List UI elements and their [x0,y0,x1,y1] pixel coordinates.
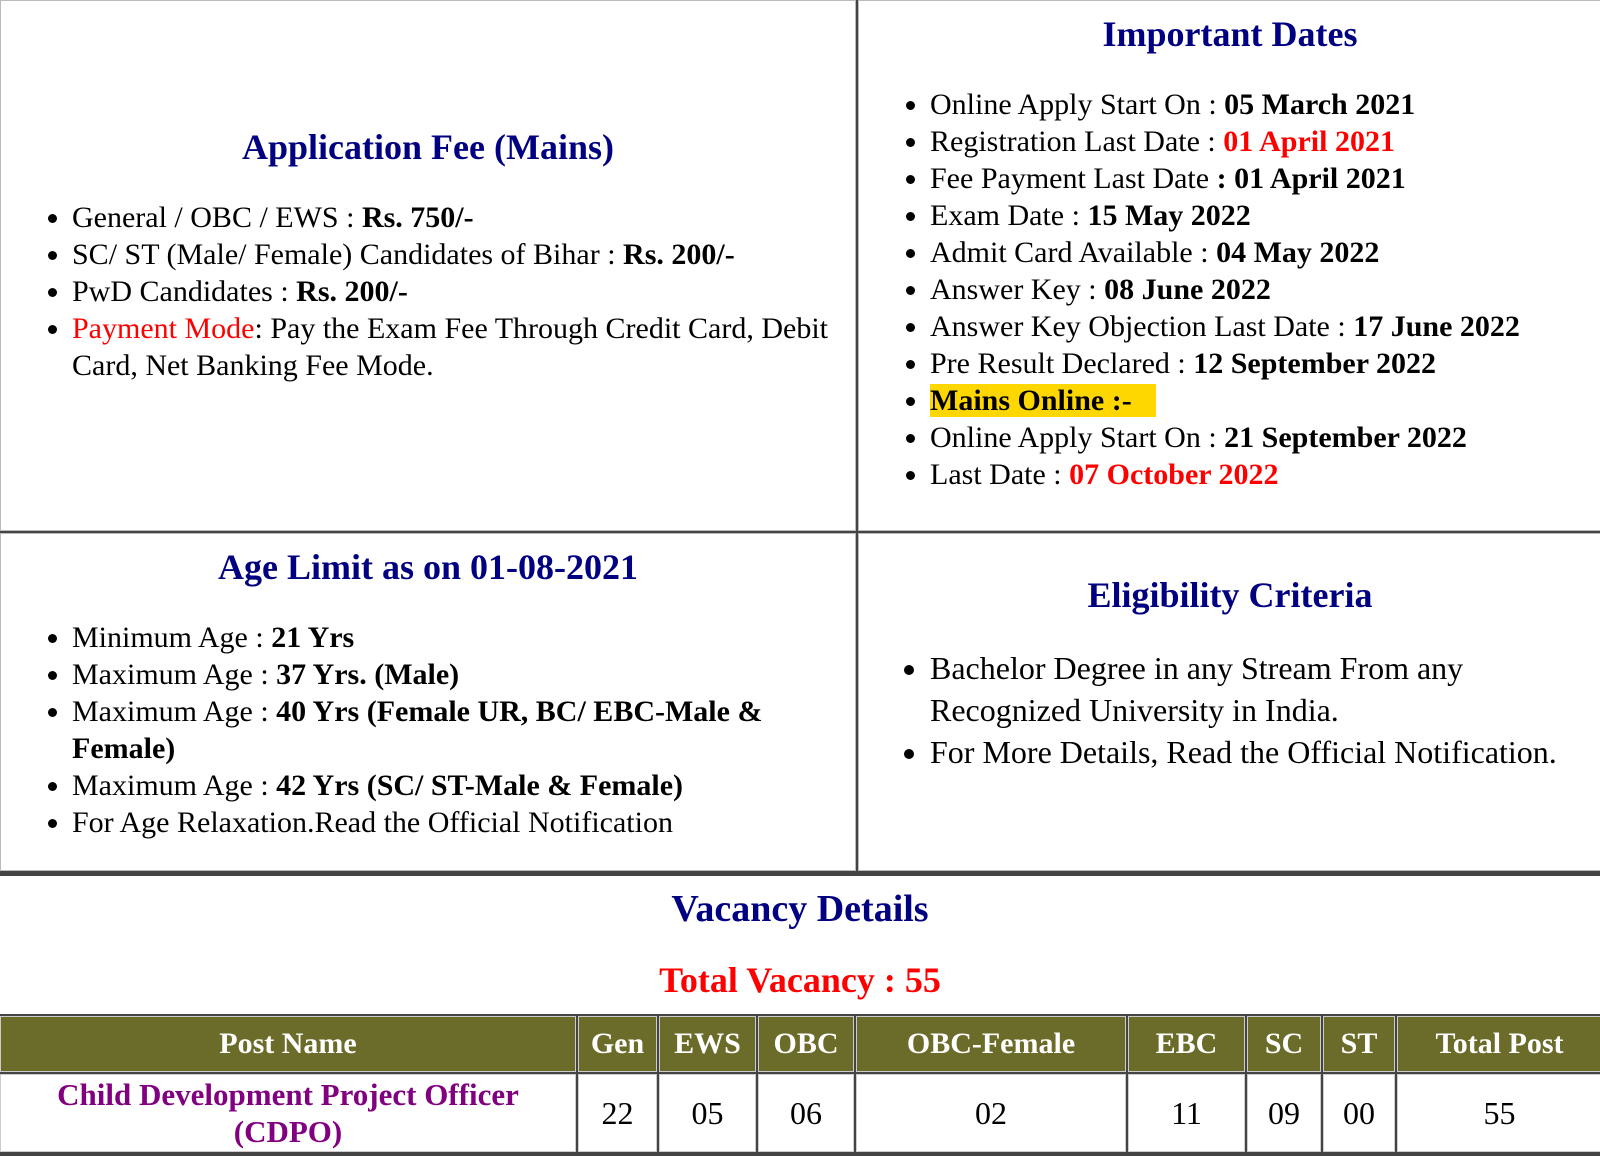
eligibility-item: • Bachelor Degree in any Stream From any Recognized University in India. [930,647,1600,731]
age-item: • Maximum Age : 40 Yrs (Female UR, BC/ EBC-Male & Female) [72,693,856,767]
date-item: • Admit Card Available : 04 May 2022 [930,234,1600,271]
fee-item: • General / OBC / EWS : Rs. 750/- [72,199,856,236]
header-gen: Gen [577,1015,658,1073]
date-item: • Pre Result Declared : 12 September 2022 [930,345,1600,382]
gen-cell: 22 [577,1073,658,1153]
date-item: • Online Apply Start On : 05 March 2021 [930,86,1600,123]
sc-cell: 09 [1246,1073,1322,1153]
eligibility-item: • For More Details, Read the Official Notification. [930,731,1600,773]
age-item: • Maximum Age : 37 Yrs. (Male) [72,656,856,693]
eligibility-list [858,647,1600,773]
important-dates-title: Important Dates [1102,14,1358,54]
st-cell: 00 [1322,1073,1396,1153]
date-item: • Answer Key : 08 June 2022 [930,271,1600,308]
age-limit-list [0,619,856,841]
header-obc: OBC [757,1015,855,1073]
header-ebc: EBC [1127,1015,1246,1073]
obc-female-cell: 02 [855,1073,1127,1153]
date-item: • Registration Last Date : 01 April 2021 [930,123,1600,160]
age-relaxation-note: • For Age Relaxation.Read the Official Notification [72,804,856,841]
eligibility-title: Eligibility Criteria [1087,575,1373,615]
header-obc-female: OBC-Female [855,1015,1127,1073]
fee-item: • SC/ ST (Male/ Female) Candidates of Bihar : Rs. 200/- [72,236,856,273]
application-fee-title: Application Fee (Mains) [242,127,614,167]
total-vacancy: Total Vacancy : 55 [659,960,941,1000]
header-sc: SC [1246,1015,1322,1073]
application-fee-list [0,199,856,384]
vacancy-table [0,1014,1600,1154]
application-fee-cell [0,0,857,532]
table-row [0,1073,1600,1153]
mains-online-item [930,382,1600,419]
date-item: • Last Date : 07 October 2022 [930,456,1600,493]
date-item: • Fee Payment Last Date : 01 April 2021 [930,160,1600,197]
header-st: ST [1322,1015,1396,1073]
mains-online-badge: Mains Online :- [930,384,1156,417]
important-dates-list [858,86,1600,493]
header-ews: EWS [658,1015,757,1073]
payment-mode-item: • Payment Mode: Pay the Exam Fee Through Credit Card, Debit Card, Net Banking Fee Mode. [72,310,856,384]
age-item: • Maximum Age : 42 Yrs (SC/ ST-Male & Female) [72,767,856,804]
vacancy-section [0,873,1600,1156]
age-limit-cell [0,532,857,872]
vacancy-title: Vacancy Details [671,888,929,930]
payment-mode-label: Payment Mode [72,312,255,345]
important-dates-cell [857,0,1600,532]
ews-cell: 05 [658,1073,757,1153]
vacancy-header-row [0,1015,1600,1073]
date-item: • Online Apply Start On : 21 September 2022 [930,419,1600,456]
post-name-cell: Child Development Project Officer (CDPO) [0,1073,577,1153]
date-item: • Exam Date : 15 May 2022 [930,197,1600,234]
ebc-cell: 11 [1127,1073,1246,1153]
header-total-post: Total Post [1396,1015,1600,1073]
fee-item: • PwD Candidates : Rs. 200/- [72,273,856,310]
eligibility-cell [857,532,1600,872]
header-post-name: Post Name [0,1015,577,1073]
date-item: • Answer Key Objection Last Date : 17 June 2022 [930,308,1600,345]
age-limit-title: Age Limit as on 01-08-2021 [218,547,638,587]
age-item: • Minimum Age : 21 Yrs [72,619,856,656]
obc-cell: 06 [757,1073,855,1153]
total-post-cell: 55 [1396,1073,1600,1153]
